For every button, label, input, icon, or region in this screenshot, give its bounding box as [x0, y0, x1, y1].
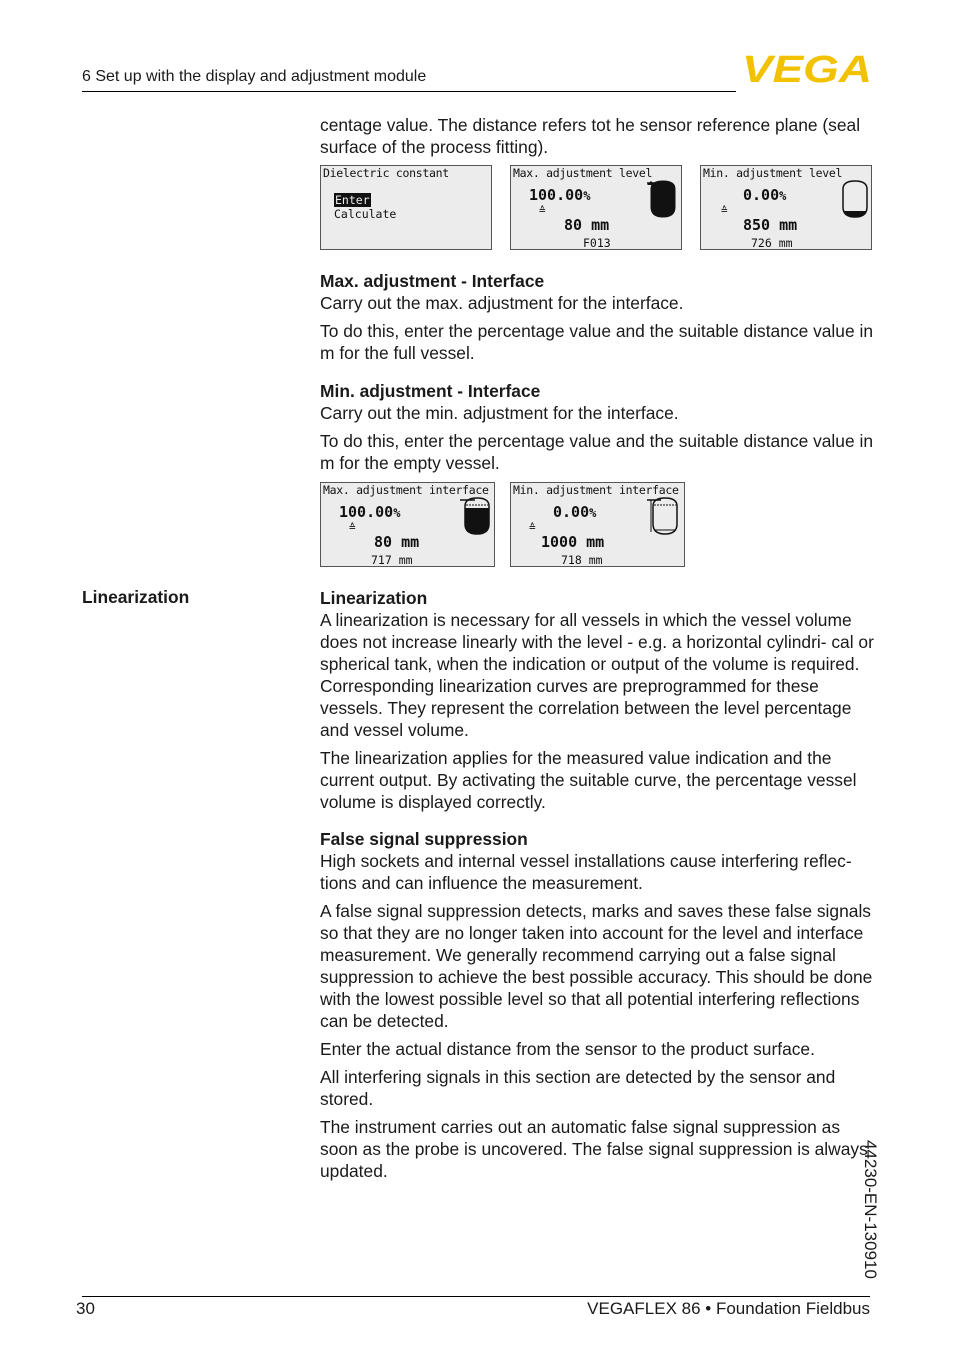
- header-divider: [82, 91, 736, 92]
- vessel-interface-full-icon: [459, 494, 495, 536]
- svg-text:VEGA: VEGA: [742, 52, 872, 84]
- lcd-distance: 80 mm: [564, 216, 610, 234]
- lcd-title: Dielectric constant: [323, 166, 449, 180]
- lcd-equivalent-sign: ≙: [349, 521, 356, 534]
- lcd-percent: 100.00%: [529, 186, 591, 204]
- lcd-footer: F013: [583, 236, 611, 250]
- lcd-percent: 0.00%: [553, 503, 597, 521]
- lcd-percent: 0.00%: [743, 186, 787, 204]
- lcd-footer: 726 mm: [751, 236, 793, 250]
- paragraph: The instrument carries out an automatic false signal suppression as soon as the probe is uncovered. The false signal suppression is always updated.: [320, 1117, 868, 1181]
- paragraph: All interfering signals in this section are detected by the sensor and stored.: [320, 1067, 836, 1109]
- lcd-distance: 1000 mm: [541, 533, 605, 551]
- sidebar-label-linearization: Linearization: [82, 587, 190, 607]
- menu-option-calculate: Calculate: [334, 207, 397, 221]
- intro-paragraph: [320, 114, 876, 158]
- lcd-min-adjustment-level: [700, 165, 872, 250]
- lcd-equivalent-sign: ≙: [539, 204, 546, 217]
- paragraph: To do this, enter the percentage value and the suitable distance value in m for the full vessel.: [320, 321, 874, 363]
- chapter-header: 6 Set up with the display and adjustment module: [82, 68, 427, 85]
- paragraph: High sockets and internal vessel installations cause interfering reflec- tions and can influence the measurement.: [320, 851, 852, 893]
- lcd-distance: 80 mm: [374, 533, 420, 551]
- lcd-equivalent-sign: ≙: [721, 204, 728, 217]
- lcd-title: Min. adjustment interface: [513, 483, 679, 497]
- lcd-footer: 717 mm: [371, 553, 413, 567]
- lcd-max-adjustment-level: [510, 165, 682, 250]
- vessel-interface-empty-icon: [645, 494, 685, 536]
- vega-logo: [742, 52, 874, 84]
- lcd-footer: 718 mm: [561, 553, 603, 567]
- paragraph: The linearization applies for the measured value indication and the current output. By activating the suitable curve, the percentage vessel volume is displayed correctly.: [320, 748, 857, 812]
- heading-max-interface: Max. adjustment - Interface: [320, 271, 545, 291]
- footer-divider: [82, 1296, 870, 1297]
- lcd-min-adjustment-interface: [510, 482, 685, 567]
- intro-text: centage value. The distance refers tot he sensor reference plane (seal surface of the process fitting).: [320, 115, 861, 157]
- document-id: 44230-EN-130910: [861, 1140, 880, 1279]
- heading-min-interface: Min. adjustment - Interface: [320, 381, 541, 401]
- page-number: 30: [76, 1299, 95, 1318]
- paragraph: A linearization is necessary for all vessels in which the vessel volume does not increase linearly with the level - e.g. a horizontal cylindri- cal or spherical tank, when the indication or output of the volume is required. Corresponding linearization curves are preprogrammed for these vessels. They represent the correlation between the level percentage and vessel volume.: [320, 610, 874, 740]
- vessel-full-icon: [645, 177, 681, 219]
- paragraph: Carry out the max. adjustment for the interface.: [320, 293, 684, 313]
- footer-title: VEGAFLEX 86 • Foundation Fieldbus: [587, 1299, 870, 1318]
- heading-linearization: Linearization: [320, 588, 428, 608]
- paragraph: Enter the actual distance from the sensor to the product surface.: [320, 1039, 815, 1059]
- menu-option-enter: Enter: [335, 193, 370, 207]
- lcd-max-adjustment-interface: [320, 482, 495, 567]
- vessel-empty-icon: [837, 177, 873, 219]
- paragraph: Carry out the min. adjustment for the interface.: [320, 403, 679, 423]
- lcd-dielectric-constant: [320, 165, 492, 250]
- section-min-interface: [320, 380, 876, 474]
- lcd-title: Min. adjustment level: [703, 166, 843, 180]
- lcd-title: Max. adjustment level: [513, 166, 653, 180]
- paragraph: To do this, enter the percentage value and the suitable distance value in m for the empty vessel.: [320, 431, 874, 473]
- lcd-percent: 100.00%: [339, 503, 401, 521]
- lcd-title: Max. adjustment interface: [323, 483, 489, 497]
- lcd-distance: 850 mm: [743, 216, 798, 234]
- paragraph: A false signal suppression detects, marks and saves these false signals so that they are no longer taken into account for the level and interface measurement. We generally recommend carrying out a false signal suppression to achieve the best possible accuracy. This should be done with the lowest possible level so that all potential interfering reflections can be detected.: [320, 901, 873, 1031]
- lcd-equivalent-sign: ≙: [529, 521, 536, 534]
- heading-false-signal: False signal suppression: [320, 829, 528, 849]
- section-false-signal-suppression: [320, 828, 876, 1182]
- section-linearization: [320, 587, 876, 813]
- section-max-interface: [320, 270, 876, 364]
